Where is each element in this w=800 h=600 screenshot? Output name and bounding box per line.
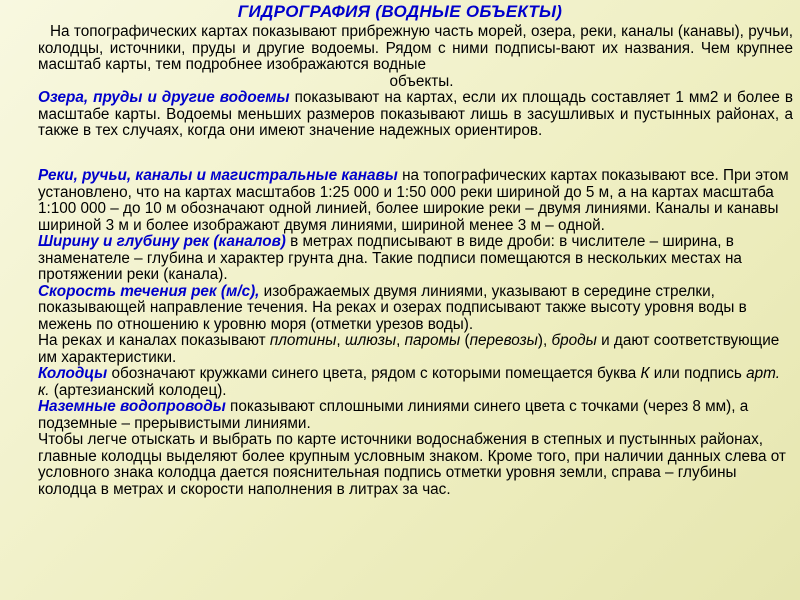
term-pipes: Наземные водопроводы [38, 398, 226, 415]
text-block-top [38, 24, 793, 140]
structures-sep-3: ( [460, 332, 470, 349]
term-wells: Колодцы [38, 365, 108, 382]
structures-sep-2: , [396, 332, 405, 349]
paragraph-pipes [38, 399, 793, 432]
wells-text-2: или подпись [649, 365, 747, 382]
paragraph-intro [38, 24, 793, 90]
paragraph-wells [38, 366, 793, 399]
structures-crossings: перевозы [469, 332, 538, 349]
wells-text-3: (артезианский колодец). [49, 381, 227, 399]
structures-text-2: и дают соответствующие им характеристики. [38, 332, 780, 366]
lakes-text: показывают на картах, если их площадь составляет 1 мм2 и более в масштабе карты. Водоемы меньших размеров показывают лишь в засушливых и пустынных районах, а также в тех случаях, когда они имеют значение надежных ориентиров. [38, 89, 793, 139]
paragraph-sources: Чтобы легче отыскать и выбрать по карте источники водоснабжения в степных и пустынных районах, главные колодцы выделяют более крупным условным знаком. Кроме того, при наличии данных слева от условного знака колодца дается пояснительная подпись отметки уровня земли, справа – глубины колодца в метрах и скорости наполнения в литрах за час. [38, 431, 786, 498]
structures-fords: броды [551, 332, 597, 349]
rivers-text: на топографических картах показывают все. При этом установлено, что на картах масштабов 1:25 000 и 1:50 000 реки шириной до 5 м, а на картах масштаба 1:100 000 – до 10 м обозначают одной линией, более широкие реки – двумя линиями. Каналы и канавы шириной 3 м и более изображают двумя линиями, шириной менее 3 м – одной. [38, 167, 789, 234]
structures-sep-4: ), [537, 332, 552, 349]
term-lakes: Озера, пруды и другие водоемы [38, 89, 290, 106]
speed-text: изображаемых двумя линиями, указывают в середине стрелки, показывающей направление течения. На реках и озерах подписывают также высоту уровня воды в межень по отношению к уровню моря (отметки урезов воды). [38, 282, 747, 333]
term-speed: Скорость течения рек (м/с), [38, 282, 260, 300]
structures-ferries: паромы [404, 332, 461, 349]
paragraph-speed [38, 284, 793, 334]
wells-text-1: обозначают кружками синего цвета, рядом с которыми помещается буква [107, 365, 641, 382]
wells-label-art: арт. к. [38, 365, 780, 399]
intro-tail: объекты. [389, 72, 454, 90]
wells-letter-k: К [640, 365, 650, 382]
structures-text-1: На реках и каналах показывают [38, 332, 270, 349]
term-rivers: Реки, ручьи, каналы и магистральные канавы [38, 167, 398, 184]
paragraph-structures [38, 333, 793, 366]
term-width: Ширину и глубину рек (каналов) [38, 233, 286, 250]
intro-text: На топографических картах показывают прибрежную часть морей, озера, реки, каналы (канавы), ручьи, колодцы, источники, пруды и другие водоемы. Рядом с ними подписы-вают их названия. Чем крупнее масштаб карты, тем подробнее изображаются водные [38, 23, 793, 73]
structures-locks: шлюзы [344, 332, 397, 349]
structures-dams: плотины [269, 332, 337, 349]
structures-sep-1: , [336, 332, 345, 349]
paragraph-rivers [38, 168, 793, 234]
pipes-text: показывают сплошными линиями синего цвета с точками (через 8 мм), а подземные – прерывистыми линиями. [38, 398, 749, 432]
paragraph-width [38, 234, 793, 284]
page-title: ГИДРОГРАФИЯ (ВОДНЫЕ ОБЪЕКТЫ) [237, 2, 563, 21]
text-block-bottom [38, 168, 793, 498]
width-text: в метрах подписывают в виде дроби: в числителе – ширина, в знаменателе – глубина и характер грунта дна. Такие подписи помещаются в нескольких местах на протяжении реки (канала). [38, 233, 742, 283]
paragraph-lakes [38, 90, 793, 140]
